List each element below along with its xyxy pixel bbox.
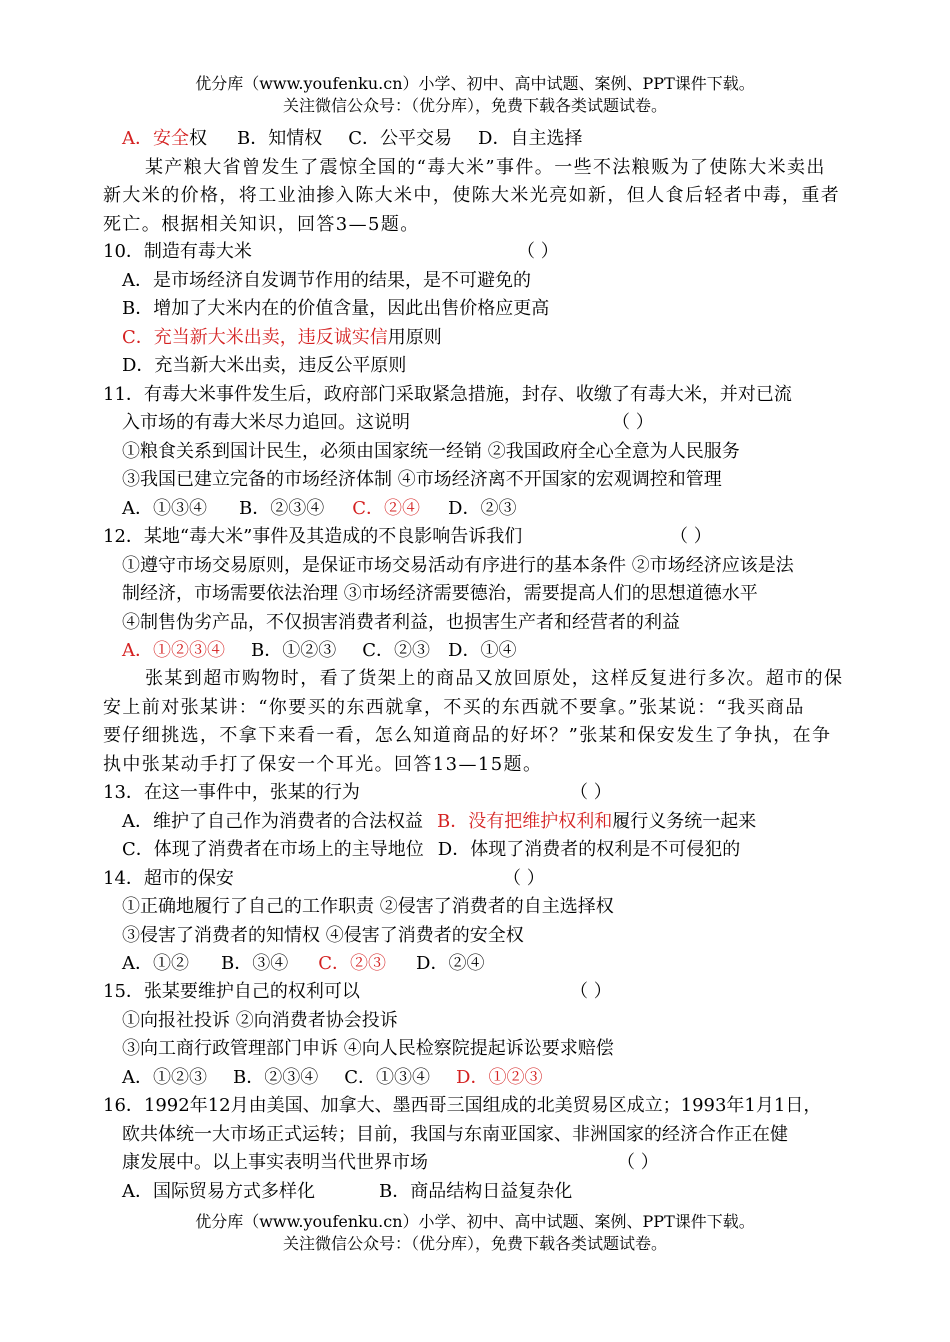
q16-stem-line-2: 欧共体统一大市场正式运转；目前，我国与东南亚国家、非洲国家的经济合作正在健 xyxy=(122,1124,788,1145)
q14-statements-1: ①正确地履行了自己的工作职责 ②侵害了消费者的自主选择权 xyxy=(122,896,614,917)
q13-options-cd xyxy=(122,838,740,862)
header-line-1: 优分库（www.youfenku.cn）小学、初中、高中试题、案例、PPT课件下载。 xyxy=(195,74,755,93)
passage1-line-2: 新大米的价格，将工业油掺入陈大米中，使陈大米光亮如新，但人食后轻者中毒，重者 xyxy=(103,185,841,206)
q16-option-a: A．国际贸易方式多样化 xyxy=(122,1181,315,1202)
prev-option-b: B．知情权 xyxy=(237,128,323,149)
q16-options xyxy=(122,1180,572,1204)
q10-option-a: A．是市场经济自发调节作用的结果，是不可避免的 xyxy=(122,270,531,291)
q16-stem-line-3: 康发展中。以上事实表明当代世界市场 xyxy=(122,1152,428,1173)
q12-statements-1: ①遵守市场交易原则，是保证市场交易活动有序进行的基本条件 ②市场经济应该是法 xyxy=(122,555,794,576)
q10-option-c-answer: C．充当新大米出卖，违反诚实信 xyxy=(122,327,388,348)
q15-paren: （ ） xyxy=(570,981,612,1002)
q12-statements-3: ④制售伪劣产品，不仅损害消费者利益，也损害生产者和经营者的利益 xyxy=(122,612,680,633)
q10-stem: 10．制造有毒大米 xyxy=(103,241,252,262)
q12-option-b: B．①②③ xyxy=(251,640,337,661)
footer-line-2: 关注微信公众号：（优分库），免费下载各类试题试卷。 xyxy=(282,1234,667,1253)
q12-option-a-answer: A．①②③④ xyxy=(122,640,225,661)
q13-stem: 13．在这一事件中，张某的行为 xyxy=(103,782,360,803)
q15-statements-2: ③向工商行政管理部门申诉 ④向人民检察院提起诉讼要求赔偿 xyxy=(122,1038,614,1059)
q13-option-c: C．体现了消费者在市场上的主导地位 xyxy=(122,839,424,860)
footer-line-1: 优分库（www.youfenku.cn）小学、初中、高中试题、案例、PPT课件下载。 xyxy=(195,1212,755,1231)
q11-option-d: D．②③ xyxy=(448,498,517,519)
q10-option-b: B．增加了大米内在的价值含量，因此出售价格应更高 xyxy=(122,298,550,319)
q15-options xyxy=(122,1066,542,1090)
q11-stem-line-2: 入市场的有毒大米尽力追回。这说明 xyxy=(122,412,410,433)
q12-paren: （ ） xyxy=(670,526,712,547)
q12-stem: 12．某地“毒大米”事件及其造成的不良影响告诉我们 xyxy=(103,526,523,547)
q11-statements-1: ①粮食关系到国计民生，必须由国家统一经销 ②我国政府全心全意为人民服务 xyxy=(122,441,740,462)
q13-paren: （ ） xyxy=(570,782,612,803)
q11-option-a: A．①③④ xyxy=(122,498,207,519)
q13-option-a: A．维护了自己作为消费者的合法权益 xyxy=(122,811,423,832)
q11-stem-line-1: 11．有毒大米事件发生后，政府部门采取紧急措施，封存、收缴了有毒大米，并对已流 xyxy=(103,384,792,405)
q16-stem-line-1: 16．1992年12月由美国、加拿大、墨西哥三国组成的北美贸易区成立；1993年1月1日， xyxy=(103,1095,822,1116)
q11-statements-2: ③我国已建立完备的市场经济体制 ④市场经济离不开国家的宏观调控和管理 xyxy=(122,469,722,490)
q10-option-c-rest: 用原则 xyxy=(387,327,442,348)
q15-option-b: B．②③④ xyxy=(233,1067,319,1088)
q10-paren: （ ） xyxy=(517,241,559,262)
q14-paren: （ ） xyxy=(503,868,545,889)
q14-stem: 14．超市的保安 xyxy=(103,868,234,889)
q15-statements-1: ①向报社投诉 ②向消费者协会投诉 xyxy=(122,1010,398,1031)
q14-option-b: B．③④ xyxy=(221,953,289,974)
q16-option-b: B．商品结构日益复杂化 xyxy=(379,1181,573,1202)
passage2-line-3: 要仔细挑选，不拿下来看一看，怎么知道商品的好坏？”张某和保安发生了争执，在争 xyxy=(103,725,832,746)
q10-option-c xyxy=(122,326,442,350)
prev-option-a-rest: 权 xyxy=(189,128,207,149)
header-line-2: 关注微信公众号：（优分库），免费下载各类试题试卷。 xyxy=(282,96,667,115)
q15-option-c: C．①③④ xyxy=(344,1067,431,1088)
q10-option-d: D．充当新大米出卖，违反公平原则 xyxy=(122,355,407,376)
q13-option-d: D．体现了消费者的权利是不可侵犯的 xyxy=(437,839,741,860)
q14-options xyxy=(122,952,484,976)
q11-options xyxy=(122,497,516,521)
q15-option-a: A．①②③ xyxy=(122,1067,207,1088)
prev-option-a-answer: A．安全 xyxy=(122,128,189,149)
q14-option-c-answer: C．②③ xyxy=(318,953,387,974)
q12-statements-2: 制经济，市场需要依法治理 ③市场经济需要德治，需要提高人们的思想道德水平 xyxy=(122,583,758,604)
q12-option-c: C．②③ xyxy=(362,640,431,661)
q15-option-d-answer: D．①②③ xyxy=(456,1067,543,1088)
passage1-line-3: 死亡。根据相关知识，回答3—5题。 xyxy=(103,214,420,235)
prev-option-c: C．公平交易 xyxy=(348,128,453,149)
passage2-line-4: 执中张某动手打了保安一个耳光。回答13—15题。 xyxy=(103,754,543,775)
prev-options xyxy=(122,127,582,151)
passage1-line-1: 某产粮大省曾发生了震惊全国的“毒大米”事件。一些不法粮贩为了使陈大米卖出 xyxy=(145,157,826,178)
q13-options-ab xyxy=(122,810,756,834)
q12-option-d: D．①④ xyxy=(448,640,517,661)
q13-option-b-rest: 履行义务统一起来 xyxy=(612,811,757,832)
q15-stem: 15．张某要维护自己的权利可以 xyxy=(103,981,360,1002)
passage2-line-2: 安上前对张某讲：“你要买的东西就拿，不买的东西就不要拿。”张某说：“我买商品 xyxy=(103,697,805,718)
q13-option-b-answer: B．没有把维护权利和 xyxy=(437,811,613,832)
q16-paren: （ ） xyxy=(617,1152,659,1173)
q14-option-a: A．①② xyxy=(122,953,189,974)
q14-option-d: D．②④ xyxy=(416,953,485,974)
q11-option-c-answer: C．②④ xyxy=(352,498,421,519)
q12-options xyxy=(122,639,516,663)
prev-option-d: D．自主选择 xyxy=(478,128,583,149)
q11-option-b: B．②③④ xyxy=(239,498,325,519)
passage2-line-1: 张某到超市购物时，看了货架上的商品又放回原处，这样反复进行多次。超市的保 xyxy=(145,668,844,689)
q11-paren: （ ） xyxy=(612,412,654,433)
q14-statements-2: ③侵害了消费者的知情权 ④侵害了消费者的安全权 xyxy=(122,925,524,946)
